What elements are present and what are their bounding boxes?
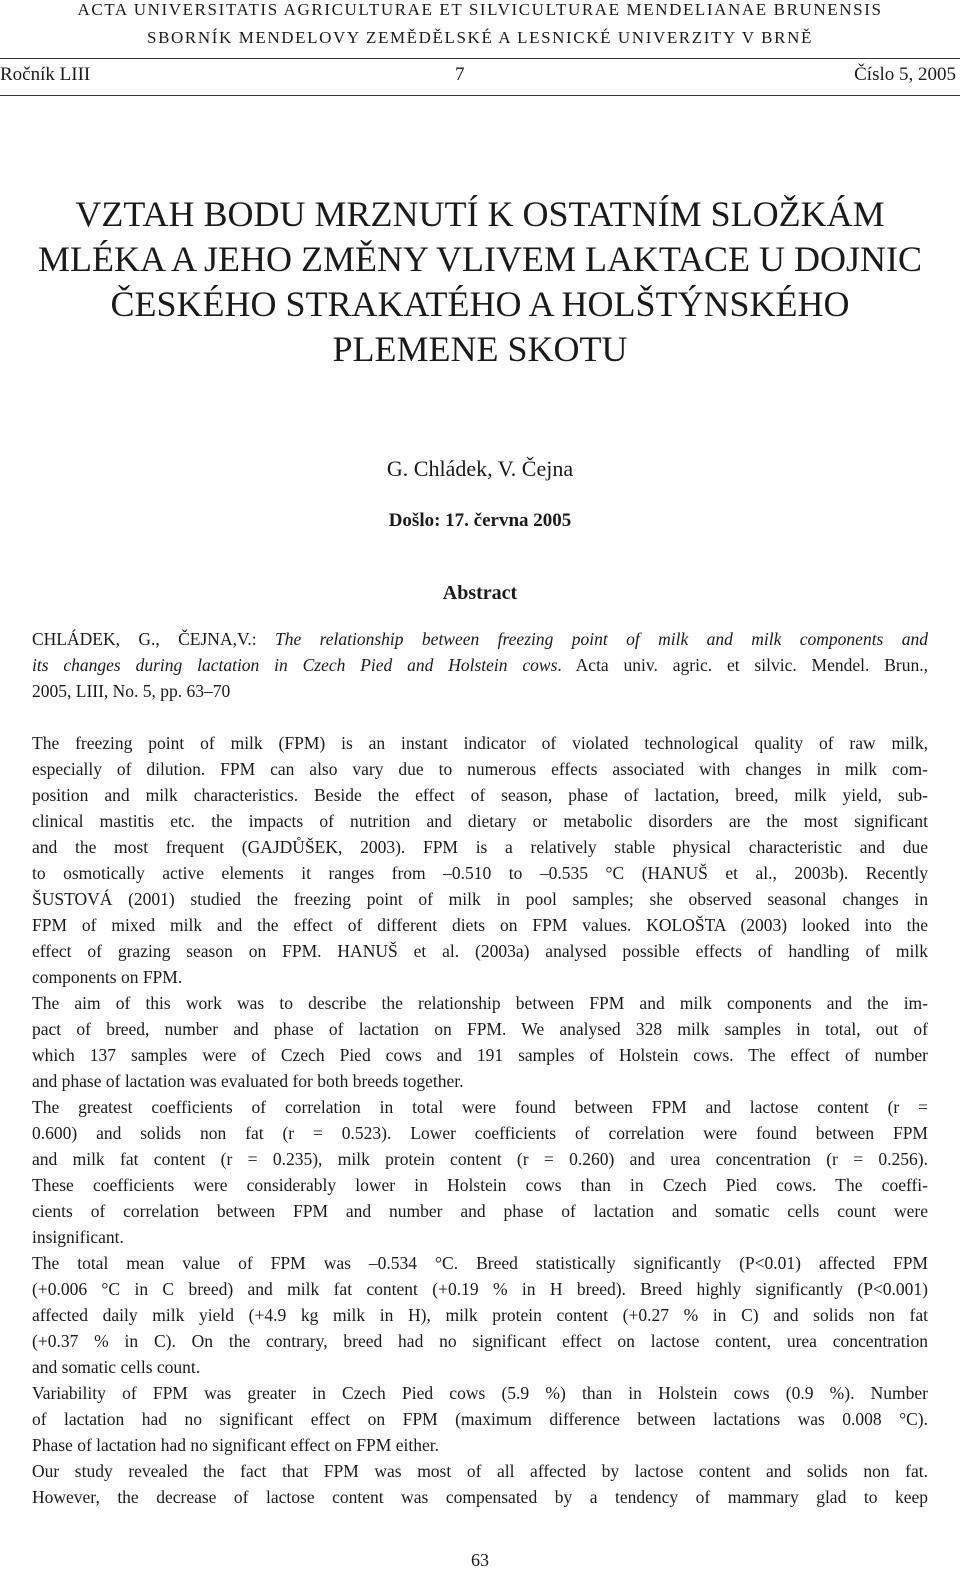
citation-line	[32, 678, 928, 704]
abstract-line: These coefficients were considerably lower in Holstein cows than in Czech Pied cows. The coeffi-	[32, 1175, 928, 1195]
title-line: MLÉKA A JEHO ZMĚNY VLIVEM LAKTACE U DOJNIC	[37, 239, 923, 279]
abstract-line: cients of correlation between FPM and number and phase of lactation and somatic cells count were	[32, 1201, 928, 1221]
abstract-line: clinical mastitis etc. the impacts of nutrition and dietary or metabolic disorders are the most significant	[32, 811, 928, 831]
citation-title: The relationship between freezing point of milk and milk components and	[274, 629, 928, 649]
abstract-line: The aim of this work was to describe the relationship between FPM and milk components and the im-	[32, 993, 928, 1013]
abstract-line: and the most frequent (GAJDŮŠEK, 2003). FPM is a relatively stable physical characteristic and due	[32, 837, 928, 857]
abstract-line: effect of grazing season on FPM. HANUŠ et al. (2003a) analysed possible effects of handling of milk	[32, 941, 928, 961]
received-date: Došlo: 17. června 2005	[388, 510, 572, 531]
abstract-line: pact of breed, number and phase of lactation on FPM. We analysed 328 milk samples in total, out of	[32, 1019, 928, 1039]
abstract-line: The total mean value of FPM was –0.534 °C. Breed statistically significantly (P<0.01) affected FPM	[32, 1253, 928, 1273]
article-title	[0, 192, 960, 372]
title-line: ČESKÉHO STRAKATÉHO A HOLŠTÝNSKÉHO	[110, 284, 850, 324]
abstract-line: Variability of FPM was greater in Czech Pied cows (5.9 %) than in Holstein cows (0.9 %). Number	[32, 1383, 928, 1403]
abstract-line: components on FPM.	[32, 967, 183, 987]
page-number: 63	[471, 1550, 489, 1570]
abstract-line: ŠUSTOVÁ (2001) studied the freezing point of milk in pool samples; she observed seasonal changes in	[32, 889, 928, 909]
header-rule-bottom	[0, 95, 960, 96]
issue-row	[0, 64, 960, 90]
citation-source: 2005, LIII, No. 5, pp. 63–70	[32, 681, 231, 701]
abstract-line: to osmotically active elements it ranges from –0.510 to –0.535 °C (HANUŠ et al., 2003b). Recently	[32, 863, 928, 883]
abstract-line: and phase of lactation was evaluated for both breeds together.	[32, 1071, 464, 1091]
title-line: VZTAH BODU MRZNUTÍ K OSTATNÍM SLOŽKÁM	[75, 194, 885, 234]
journal-name: ACTA UNIVERSITATIS AGRICULTURAE ET SILVICULTURAE MENDELIANAE BRUNENSIS	[77, 0, 883, 19]
abstract-line: position and milk characteristics. Beside the effect of season, phase of lactation, breed, milk yield, sub-	[32, 785, 928, 805]
authors: G. Chládek, V. Čejna	[386, 456, 574, 481]
abstract-line: Our study revealed the fact that FPM was most of all affected by lactose content and solids non fat.	[32, 1461, 928, 1481]
abstract-line: insignificant.	[32, 1227, 124, 1247]
abstract-line: of lactation had no significant effect on FPM (maximum difference between lactations was 0.008 °C).	[32, 1409, 928, 1429]
abstract-line: affected daily milk yield (+4.9 kg milk in H), milk protein content (+0.27 % in C) and solids non fat	[32, 1305, 928, 1325]
title-line: PLEMENE SKOTU	[332, 329, 628, 369]
abstract-line: (+0.37 % in C). On the contrary, breed had no significant effect on lactose content, urea concentration	[32, 1331, 928, 1351]
abstract-line: and somatic cells count.	[32, 1357, 201, 1377]
citation-authors: CHLÁDEK, G., ČEJNA,V.:	[32, 629, 275, 649]
abstract-line: The freezing point of milk (FPM) is an instant indicator of violated technological quality of raw milk,	[32, 733, 928, 753]
abstract-line: FPM of mixed milk and the effect of different diets on FPM values. KOLOŠTA (2003) looked into the	[32, 915, 928, 935]
abstract-line: 0.600) and solids non fat (r = 0.523). Lower coefficients of correlation were found between FPM	[32, 1123, 928, 1143]
abstract-line: Phase of lactation had no significant effect on FPM either.	[32, 1435, 439, 1455]
abstract-line: which 137 samples were of Czech Pied cows and 191 samples of Holstein cows. The effect of number	[32, 1045, 928, 1065]
abstract-line: (+0.006 °C in C breed) and milk fat content (+0.19 % in H breed). Breed highly significantly (P<0.001)	[32, 1279, 928, 1299]
issue-number: Číslo 5, 2005	[854, 64, 956, 85]
citation-line	[32, 626, 928, 652]
journal-name-czech: SBORNÍK MENDELOVY ZEMĚDĚLSKÉ A LESNICKÉ UNIVERZITY V BRNĚ	[147, 28, 813, 47]
abstract-line: However, the decrease of lactose content was compensated by a tendency of mammary glad to keep	[32, 1487, 928, 1507]
issue-page-number: 7	[455, 64, 465, 85]
volume-label: Ročník LIII	[0, 64, 91, 85]
citation-line	[32, 652, 928, 678]
abstract-line: The greatest coefficients of correlation in total were found between FPM and lactose content (r =	[32, 1097, 928, 1117]
citation-title: its changes during lactation in Czech Pied and Holstein cows	[32, 655, 558, 675]
abstract-line: especially of dilution. FPM can also vary due to numerous effects associated with changes in milk com-	[32, 759, 928, 779]
citation-source: . Acta univ. agric. et silvic. Mendel. Brun.,	[557, 655, 928, 675]
abstract-line: and milk fat content (r = 0.235), milk protein content (r = 0.260) and urea concentration (r = 0.256).	[32, 1149, 928, 1169]
header-rule-top	[0, 58, 960, 59]
abstract-heading: Abstract	[442, 582, 518, 604]
